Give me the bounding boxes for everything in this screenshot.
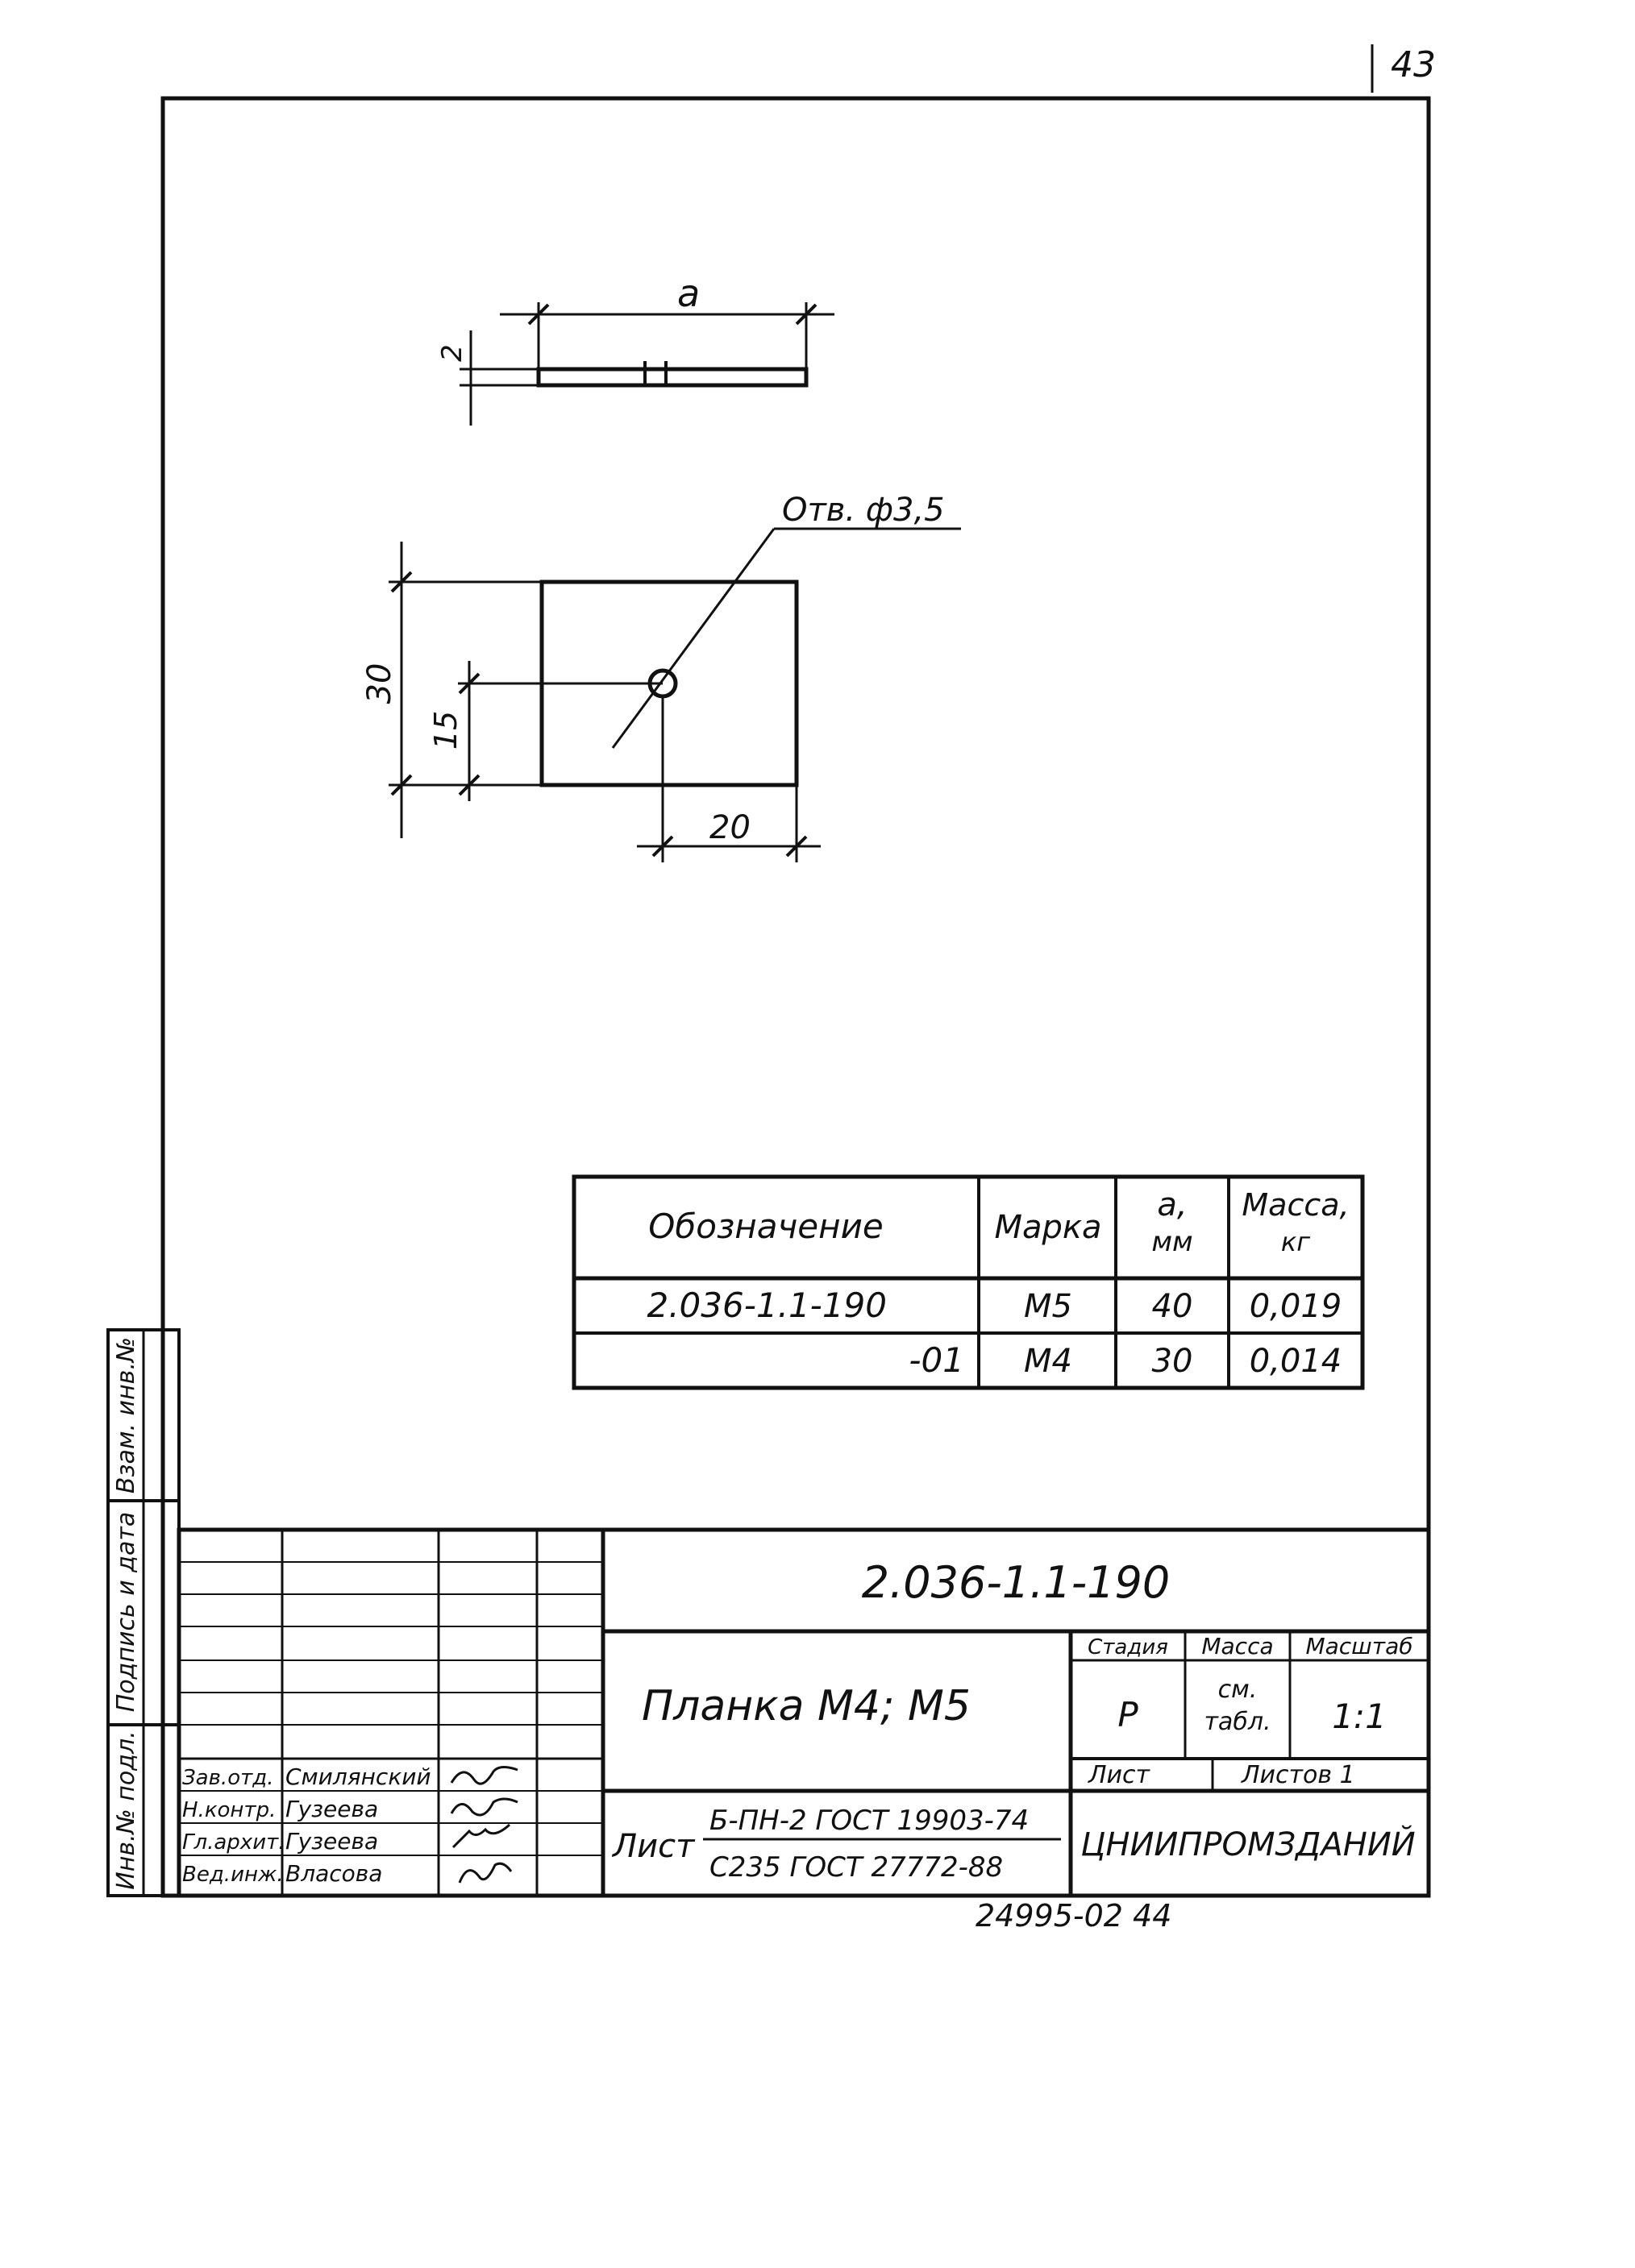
row2-designation: -01: [909, 1340, 964, 1380]
header-a-line2: мм: [1151, 1226, 1193, 1258]
footer-code: 24995-02 44: [976, 1898, 1172, 1934]
row1-mark: М5: [1024, 1288, 1072, 1325]
hole-callout: Отв. ф3,5: [782, 492, 945, 529]
signature-3: [453, 1825, 510, 1847]
dim-a-label: a: [677, 272, 701, 315]
header-mark: Марка: [994, 1209, 1102, 1246]
signature-2: [451, 1799, 518, 1815]
row2-mark: М4: [1024, 1343, 1072, 1380]
person-role-4: Вед.инж.: [182, 1863, 284, 1887]
stamp-inv-no: Инв.№ подл.: [112, 1730, 140, 1890]
stamp-replaced-inv: Взам. инв.№: [112, 1336, 140, 1494]
row1-a: 40: [1151, 1288, 1193, 1325]
header-mass-line2: кг: [1280, 1227, 1311, 1257]
tb-mass-line2: табл.: [1204, 1708, 1271, 1736]
dim-20-label: 20: [709, 809, 751, 846]
plate-side: [539, 369, 806, 385]
person-role-3: Гл.архит.: [182, 1830, 285, 1855]
signature-1: [451, 1767, 518, 1784]
tb-designation: 2.036-1.1-190: [861, 1557, 1171, 1608]
person-role-2: Н.контр.: [182, 1798, 277, 1822]
header-mass-line1: Масса,: [1242, 1187, 1350, 1223]
tb-sheets-label: Листов 1: [1242, 1761, 1355, 1789]
row2-a: 30: [1151, 1343, 1193, 1380]
tb-col-scale-label: Масштаб: [1305, 1633, 1413, 1659]
header-a-line1: a,: [1157, 1186, 1188, 1223]
person-role-1: Зав.отд.: [182, 1766, 274, 1790]
person-name-3: Гузеева: [285, 1828, 379, 1855]
spec-table: [574, 1177, 1362, 1388]
tb-col-mass-label: Масса: [1201, 1633, 1274, 1659]
page-number: 43: [1391, 44, 1436, 85]
side-stamp: [108, 1330, 179, 1896]
dim-15-label: 15: [428, 710, 464, 750]
material-prefix: Лист: [613, 1828, 695, 1865]
tb-sheet-label: Лист: [1088, 1761, 1150, 1789]
row1-mass: 0,019: [1249, 1288, 1342, 1325]
tb-scale: 1:1: [1332, 1697, 1387, 1736]
plan-view: [361, 492, 961, 862]
material-line2: С235 ГОСТ 27772-88: [709, 1851, 1004, 1884]
person-name-1: Смилянский: [285, 1763, 431, 1790]
side-view: [436, 272, 834, 426]
tb-mass-line1: см.: [1217, 1676, 1258, 1704]
row2-mass: 0,014: [1249, 1343, 1342, 1380]
stamp-signature-date: Подпись и дата: [112, 1511, 140, 1713]
person-name-4: Власова: [285, 1860, 383, 1887]
header-designation: Обозначение: [648, 1207, 884, 1246]
title-block: [179, 1530, 1429, 1896]
tb-col-stage-label: Стадия: [1088, 1635, 1168, 1659]
hole-leader: [613, 529, 774, 748]
tb-part-name: Планка М4; М5: [642, 1682, 971, 1730]
material-line1: Б-ПН-2 ГОСТ 19903-74: [709, 1805, 1030, 1837]
tb-organization: ЦНИИПРОМЗДАНИЙ: [1080, 1826, 1416, 1863]
tb-stage: Р: [1117, 1695, 1138, 1734]
dim-thickness-label: 2: [436, 344, 468, 362]
row1-designation: 2.036-1.1-190: [647, 1286, 887, 1325]
signature-4: [460, 1863, 511, 1883]
dim-30-label: 30: [361, 663, 398, 704]
person-name-2: Гузеева: [285, 1796, 379, 1822]
